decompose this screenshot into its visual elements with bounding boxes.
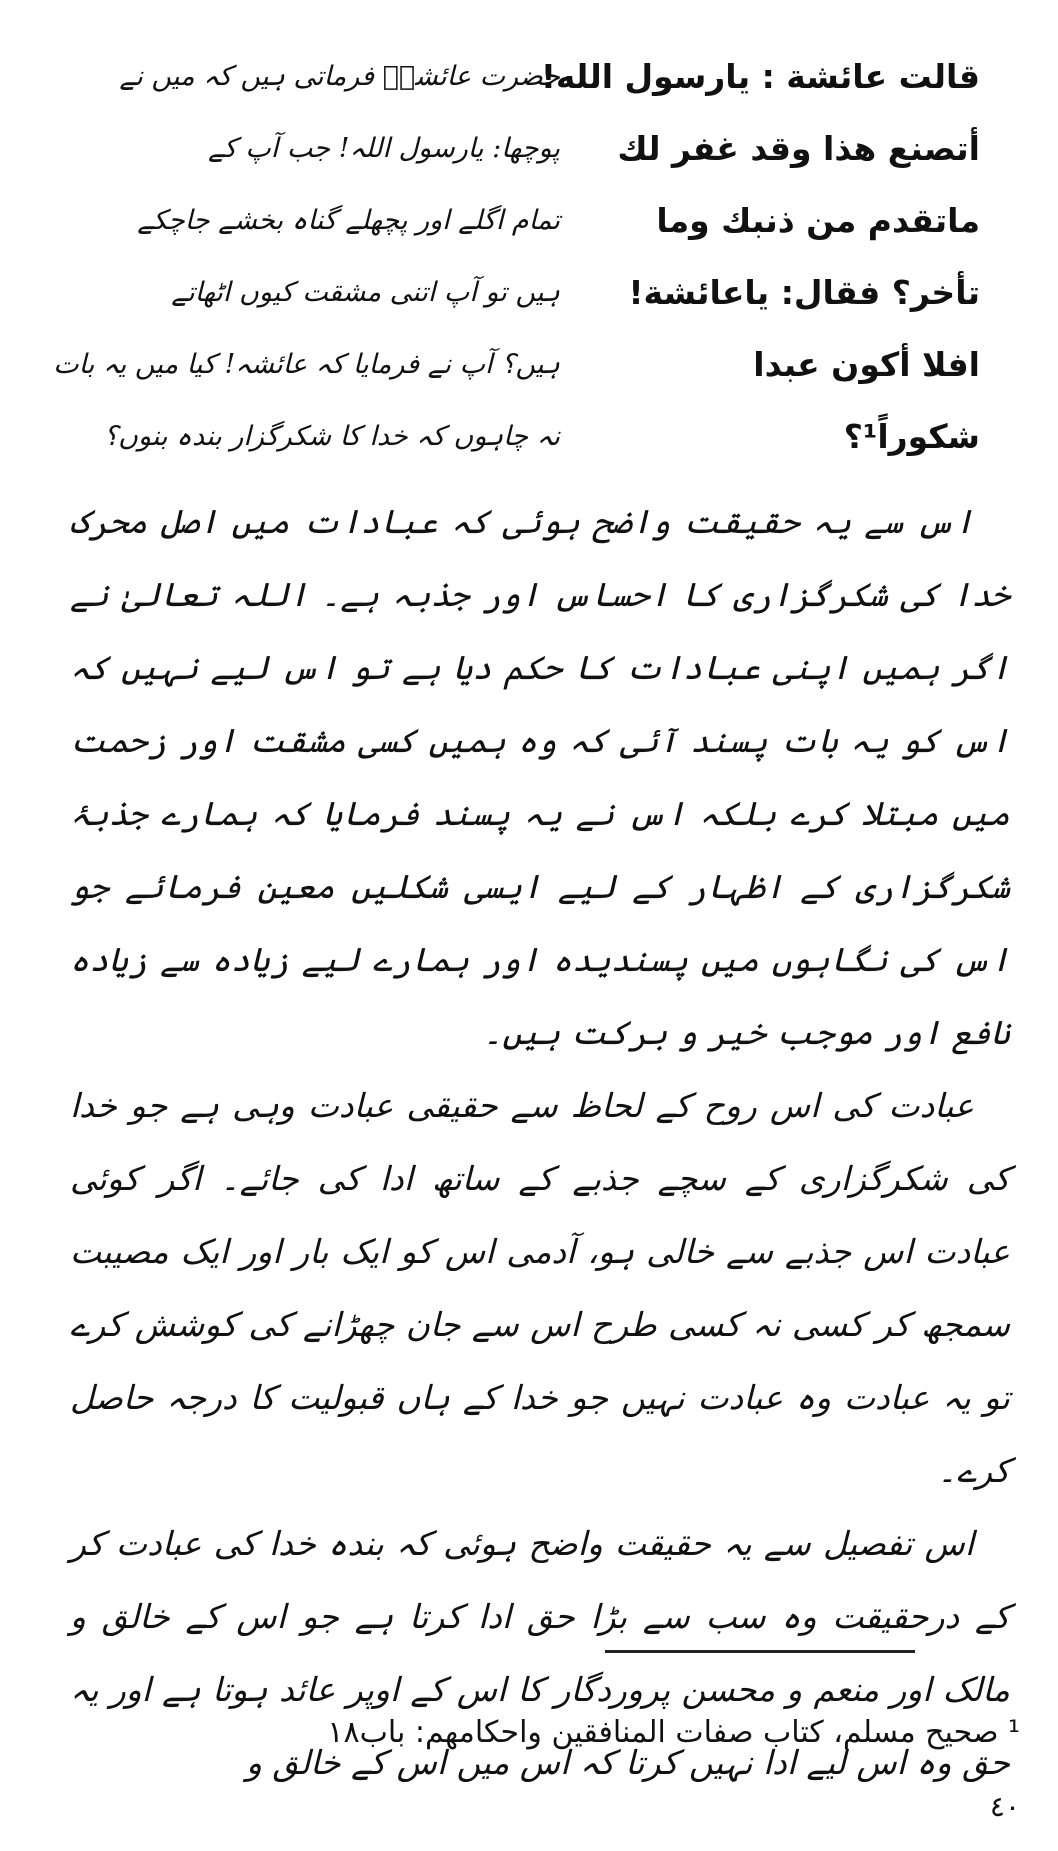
hadith-row (120, 40, 980, 112)
arabic-text: أتصنع هذا وقد غفر لك (617, 128, 980, 168)
hadith-block (53, 40, 980, 472)
hadith-row (120, 256, 980, 328)
footnote-divider (605, 1650, 915, 1653)
paragraph: اس سے یہ حقیقت واضح ہوئی کہ عبادات میں اصل محرک خدا کی شکرگزاری کا احساس اور جذبہ ہے۔ اللہ تعالیٰ نے اگر ہمیں اپنی عبادات کا حکم دیا ہے تو اس لیے نہیں کہ اس کو یہ بات پسند آئی کہ وہ ہمیں کسی مشقت اور زحمت میں مبتلا کرے بلکہ اس نے یہ پسند فرمایا کہ ہمارے جذبۂ شکرگزاری کے اظہار کے لیے ایسی شکلیں معین فرمائے جو اس کی نگاہوں میں پسندیدہ اور ہمارے لیے زیادہ سے زیادہ نافع اور موجب خیر و برکت ہیں۔ (70, 502, 1010, 1052)
urdu-translation: پوچھا: یارسول اللہ! جب آپ کے (208, 132, 560, 164)
arabic-text: شكوراً¹؟ (843, 416, 980, 456)
hadith-row (103, 400, 980, 472)
urdu-translation: تمام اگلے اور پچھلے گناہ بخشے جاچکے (137, 204, 560, 236)
paragraph: عبادت کی اس روح کے لحاظ سے حقیقی عبادت وہی ہے جو خدا کی شکرگزاری کے سچے جذبے کے ساتھ ادا کی جائے۔ اگر کوئی عبادت اس جذبے سے خالی ہو، آدمی اس کو ایک بار اور ایک مصیبت سمجھ کر کسی نہ کسی طرح اس سے جان چھڑانے کی کوشش کرے تو یہ عبادت وہ عبادت نہیں جو خدا کے ہاں قبولیت کا درجہ حاصل کرے۔ (70, 1086, 1010, 1490)
urdu-translation: حضرت عائشہؓ فرماتی ہیں کہ میں نے (119, 60, 560, 92)
paragraph: اس تفصیل سے یہ حقیقت واضح ہوئی کہ بندہ خدا کی عبادت کر کے درحقیقت وہ سب سے بڑا حق ادا کرتا ہے جو اس کے خالق و مالک اور منعم و محسن پروردگار کا اس کے اوپر عائد ہوتا ہے اور یہ حق وہ اس لیے ادا نہیں کرتا کہ اس میں اس کے خالق و (70, 1524, 1010, 1782)
arabic-text: قالت عائشة : يارسول الله! (540, 56, 980, 96)
body-text (70, 485, 1010, 1799)
urdu-translation: ہیں؟ آپ نے فرمایا کہ عائشہ! کیا میں یہ بات (53, 348, 560, 380)
urdu-translation: ہیں تو آپ اتنی مشقت کیوں اٹھاتے (171, 276, 560, 308)
arabic-text: تأخر؟ فقال: ياعائشة! (628, 272, 980, 312)
urdu-translation: نہ چاہوں کہ خدا کا شکرگزار بندہ بنوں؟ (103, 420, 560, 452)
page-number: ٤٠ (989, 1790, 1020, 1823)
hadith-row (53, 328, 980, 400)
arabic-text: ماتقدم من ذنبك وما (656, 200, 980, 240)
hadith-row (120, 112, 980, 184)
hadith-row (120, 184, 980, 256)
footnote: ¹ صحيح مسلم، كتاب صفات المنافقين واحكامهم: باب١٨ (327, 1715, 1020, 1750)
arabic-text: افلا أكون عبدا (753, 344, 980, 384)
